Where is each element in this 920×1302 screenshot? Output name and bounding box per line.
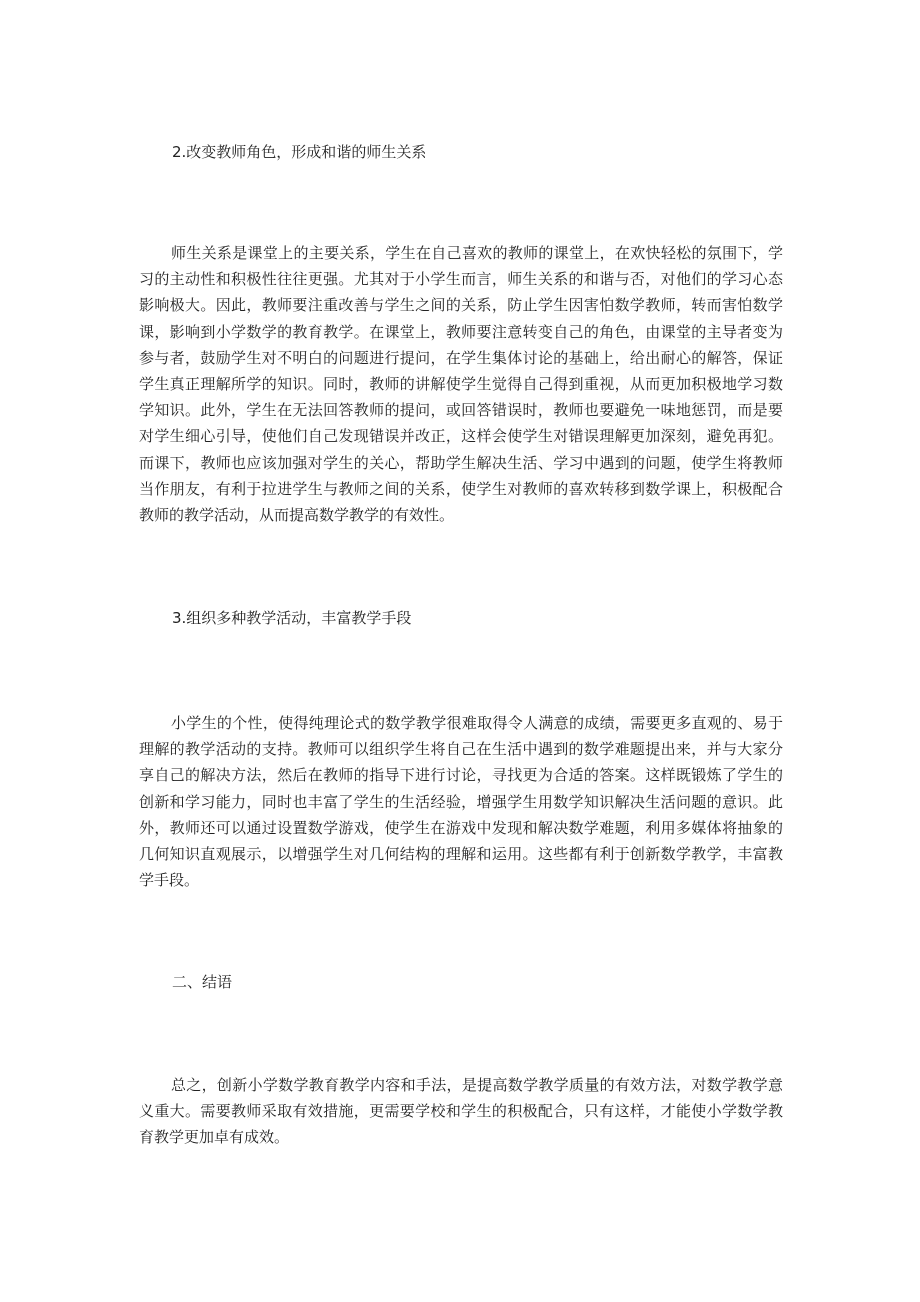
section-heading-teaching-activities: 3.组织多种教学活动，丰富教学手段 [172,609,412,627]
paragraph-teacher-student-relationship: 师生关系是课堂上的主要关系，学生在自己喜欢的教师的课堂上，在欢快轻松的氛围下，学习的主动性和积极性往往更强。尤其对于小学生而言，师生关系的和谐与否，对他们的学习心态影响极大。因此，教师要注重改善与学生之间的关系，防止学生因害怕数学教师，转而害怕数学课，影响到小学数学的教育教学。在课堂上，教师要注意转变自己的角色，由课堂的主导者变为参与者，鼓励学生对不明白的问题进行提问，在学生集体讨论的基础上，给出耐心的解答，保证学生真正理解所学的知识。同时，教师的讲解使学生觉得自己得到重视，从而更加积极地学习数学知识。此外，学生在无法回答教师的提问，或回答错误时，教师也要避免一味地惩罚，而是要对学生细心引导，使他们自己发现错误并改正，这样会使学生对错误理解更加深刻，避免再犯。而课下，教师也应该加强对学生的关心，帮助学生解决生活、学习中遇到的问题，使学生将教师当作朋友，有利于拉进学生与教师之间的关系，使学生对教师的喜欢转移到数学课上，积极配合教师的教学活动，从而提高数学教学的有效性。 [139,244,783,525]
section-heading-conclusion: 二、结语 [172,973,233,991]
paragraph-conclusion: 总之，创新小学数学教育教学内容和手法，是提高数学教学质量的有效方法，对数学教学意义重大。需要教师采取有效措施，更需要学校和学生的积极配合，只有这样，才能使小学数学教育教学更加卓有成效。 [139,1076,783,1147]
paragraph-teaching-activities: 小学生的个性，使得纯理论式的数学教学很难取得令人满意的成绩，需要更多直观的、易于理解的教学活动的支持。教师可以组织学生将自己在生活中遇到的数学难题提出来，并与大家分享自己的解决方法，然后在教师的指导下进行讨论，寻找更为合适的答案。这样既锻炼了学生的创新和学习能力，同时也丰富了学生的生活经验，增强学生用数学知识解决生活问题的意识。此外，教师还可以通过设置数学游戏，使学生在游戏中发现和解决数学难题，利用多媒体将抽象的几何知识直观展示，以增强学生对几何结构的理解和运用。这些都有利于创新数学教学，丰富教学手段。 [139,714,783,890]
section-heading-teacher-role: 2.改变教师角色，形成和谐的师生关系 [172,143,427,161]
